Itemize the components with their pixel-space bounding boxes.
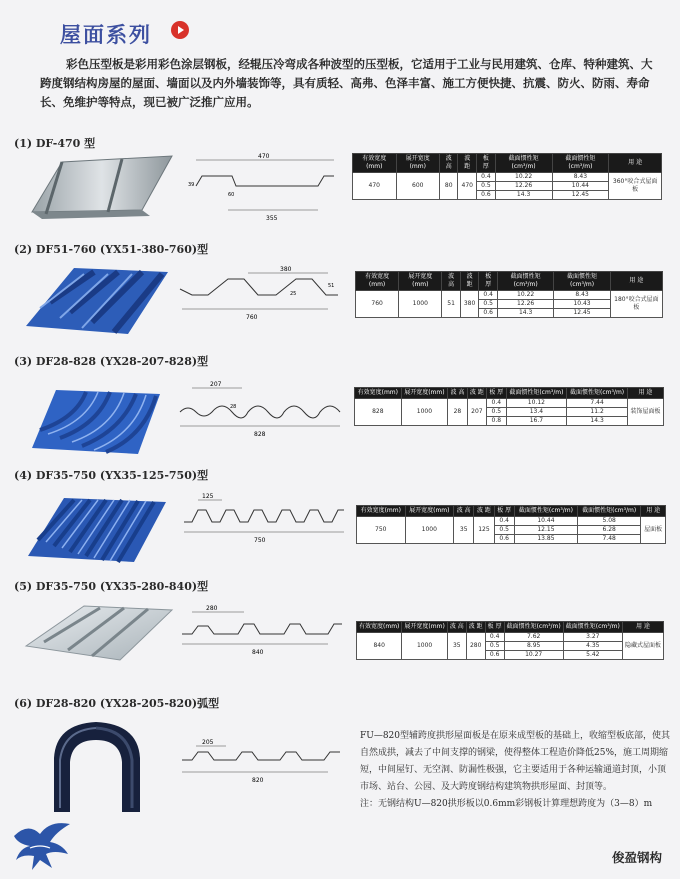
- section-6-label: (6) DF28-820 (YX28-205-820)弧型: [14, 697, 220, 710]
- profile-diagram-1: [188, 148, 340, 230]
- panel-photo-2: [22, 262, 172, 338]
- page-title: 屋面系列: [60, 23, 152, 47]
- header-bar: [0, 8, 680, 47]
- svg-text:280: 280: [206, 605, 218, 612]
- profile-diagram-3: [176, 378, 346, 440]
- svg-text:828: 828: [254, 431, 266, 438]
- panel-photo-6: [46, 718, 146, 814]
- spec-table-1: 有效宽度(mm) 展开宽度(mm) 波 高 波 距 板 厚 截面惯性矩(cm³/m) 截面惯性矩(cm³/m) 用 途 470 600 80 470 0.4 10.22 8.43 360°咬合式屋面板 0.5 12.26 10.44 0.6 14.3 12.45: [352, 153, 662, 200]
- svg-text:470: 470: [258, 153, 270, 160]
- spec-table-5: 有效宽度(mm) 展开宽度(mm) 波 高 波 距 板 厚 截面惯性矩(cm³/m) 截面惯性矩(cm³/m) 用 途 840 1000 35 280 0.4 7.62 3.27 隐藏式屋面板 0.5 8.95 4.35 0.6 10.27 5.42: [356, 621, 664, 660]
- spec-table-2: 有效宽度(mm) 展开宽度(mm) 波 高 波 距 板 厚 截面惯性矩(cm³/m) 截面惯性矩(cm³/m) 用 途 760 1000 51 380 0.4 10.22 8.43 180°咬合式屋面板 0.5 12.26 10.43 0.6 14.3 12.45: [355, 271, 663, 318]
- panel-photo-3: [26, 378, 166, 458]
- svg-text:39: 39: [188, 182, 195, 188]
- arched-panel-footnote: 注：无钢结构U—820拱形板以0.6mm彩钢板计算理想跨度为（3—8）m: [360, 799, 653, 809]
- section-5-label: (5) DF35-750 (YX35-280-840)型: [14, 580, 209, 593]
- profile-diagram-6: [178, 738, 348, 786]
- svg-text:355: 355: [266, 215, 278, 222]
- panel-photo-5: [24, 600, 174, 664]
- panel-photo-4: [24, 490, 170, 564]
- svg-text:380: 380: [280, 266, 292, 273]
- svg-text:51: 51: [328, 283, 335, 289]
- eagle-logo-icon: [10, 818, 75, 874]
- arched-panel-description: FU—820型辅跨度拱形屋面板是在原来成型板的基础上，收缩型板底部，使其自然成拱，减去了中间支撑的钢梁，使得整体工程造价降低25%，施工周期缩短，中间屋钉、无空洞、防漏性极强，它主要适用于各种运输通道封顶，小顶市场、站台、公园、及大跨度钢结构建筑物拱形屋面、封顶等。: [360, 731, 671, 792]
- section-4-label: (4) DF35-750 (YX35-125-750)型: [14, 469, 209, 482]
- svg-text:60: 60: [228, 192, 235, 198]
- svg-text:125: 125: [202, 493, 214, 500]
- svg-text:760: 760: [246, 314, 258, 321]
- arrow-right-icon: [171, 21, 189, 39]
- intro-paragraph: 彩色压型板是彩用彩色涂层钢板，经辊压冷弯成各种波型的压型板，它适用于工业与民用建筑、仓库、特种建筑、大跨度钢结构房屋的屋面、墙面以及内外墙装饰等，具有质轻、高弗、色泽丰富、施工方便快捷、抗震、防火、防雨、寿命长、免维护等特点，现已被广泛推广应用。: [40, 57, 653, 109]
- profile-diagram-4: [180, 492, 348, 548]
- panel-photo-1: [22, 152, 180, 222]
- svg-text:205: 205: [202, 739, 214, 746]
- profile-diagram-5: [178, 604, 348, 660]
- svg-text:840: 840: [252, 649, 264, 656]
- svg-text:207: 207: [210, 381, 222, 388]
- section-3-label: (3) DF28-828 (YX28-207-828)型: [14, 355, 209, 368]
- spec-table-4: 有效宽度(mm) 展开宽度(mm) 波 高 波 距 板 厚 截面惯性矩(cm³/m) 截面惯性矩(cm³/m) 用 途 750 1000 35 125 0.4 10.44 5.08 屋面板 0.5 12.15 6.28 0.6 13.85 7.48: [356, 505, 666, 544]
- profile-diagram-2: [178, 265, 340, 325]
- svg-text:28: 28: [230, 404, 237, 410]
- svg-text:750: 750: [254, 537, 266, 544]
- brand-name: 俊盈钢构: [612, 850, 663, 865]
- spec-table-3: 有效宽度(mm) 展开宽度(mm) 波 高 波 距 板 厚 截面惯性矩(cm³/m) 截面惯性矩(cm³/m) 用 途 828 1000 28 207 0.4 10.12 7.44 装饰屋面板 0.5 13.4 11.2 0.8 16.7 14.3: [354, 387, 664, 426]
- svg-text:820: 820: [252, 777, 264, 784]
- section-2-label: (2) DF51-760 (YX51-380-760)型: [14, 243, 209, 256]
- arched-panel-note: [360, 728, 670, 813]
- section-1-label: (1) DF-470 型: [14, 137, 96, 150]
- svg-text:25: 25: [290, 291, 297, 297]
